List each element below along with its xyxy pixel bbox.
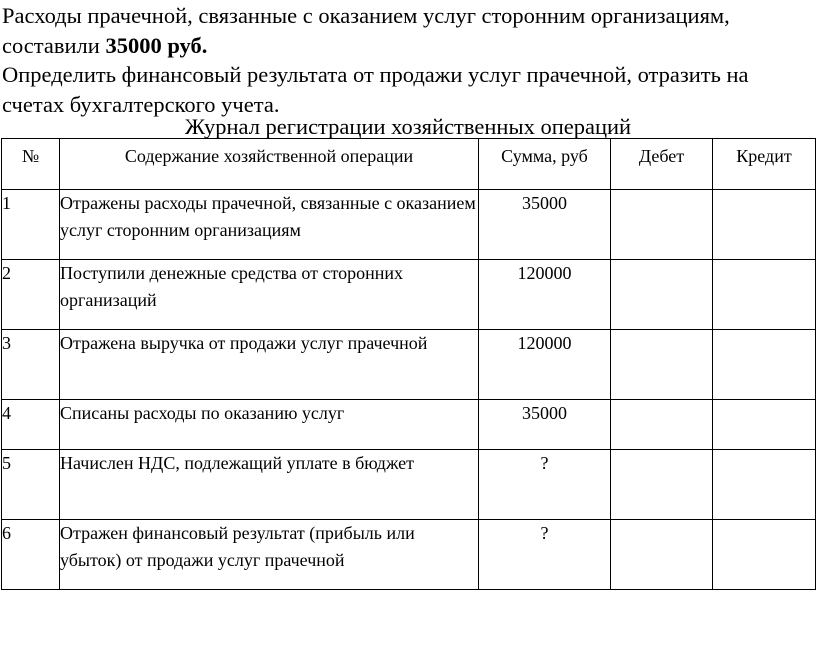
header-credit: Кредит [713,139,816,190]
row-num: 5 [2,450,60,520]
row-desc: Отражен финансовый результат (прибыль или убыток) от продажи услуг прачечной [60,520,479,590]
intro-text-1: Расходы прачечной, связанные с оказанием услуг сторонним организациям, составили [2,3,730,58]
row-sum: 35000 [479,190,611,260]
row-debit[interactable] [611,450,713,520]
row-num: 3 [2,330,60,400]
row-desc: Отражены расходы прачечной, связанные с оказанием услуг сторонним организациям [60,190,479,260]
table-row [2,260,816,330]
header-num: № [2,139,60,190]
header-sum: Сумма, руб [479,139,611,190]
row-credit[interactable] [713,450,816,520]
row-credit[interactable] [713,400,816,450]
row-desc: Начислен НДС, подлежащий уплате в бюджет [60,450,479,520]
row-credit[interactable] [713,190,816,260]
row-sum: 120000 [479,260,611,330]
intro-paragraph-2: Определить финансовый результата от продажи услуг прачечной, отразить на счетах бухгалтерского учета. [2,62,749,117]
row-sum: ? [479,520,611,590]
table-row [2,520,816,590]
table-row [2,330,816,400]
header-debit: Дебет [611,139,713,190]
table-row [2,400,816,450]
table-header-row [2,139,816,190]
table-row [2,450,816,520]
row-num: 6 [2,520,60,590]
table-row [2,190,816,260]
problem-statement [2,1,814,119]
intro-paragraph-1 [2,1,814,60]
journal-title: Журнал регистрации хозяйственных операций [184,114,632,139]
intro-amount: 35000 руб. [105,32,208,58]
row-num: 4 [2,400,60,450]
row-credit[interactable] [713,330,816,400]
row-sum: ? [479,450,611,520]
row-debit[interactable] [611,520,713,590]
row-credit[interactable] [713,520,816,590]
row-num: 1 [2,190,60,260]
journal-table [1,138,816,590]
row-debit[interactable] [611,190,713,260]
row-desc: Отражена выручка от продажи услуг прачечной [60,330,479,400]
row-credit[interactable] [713,260,816,330]
row-sum: 35000 [479,400,611,450]
row-desc: Списаны расходы по оказанию услуг [60,400,479,450]
row-debit[interactable] [611,400,713,450]
row-desc: Поступили денежные средства от сторонних организаций [60,260,479,330]
header-desc: Содержание хозяйственной операции [60,139,479,190]
row-num: 2 [2,260,60,330]
row-debit[interactable] [611,330,713,400]
row-sum: 120000 [479,330,611,400]
row-debit[interactable] [611,260,713,330]
